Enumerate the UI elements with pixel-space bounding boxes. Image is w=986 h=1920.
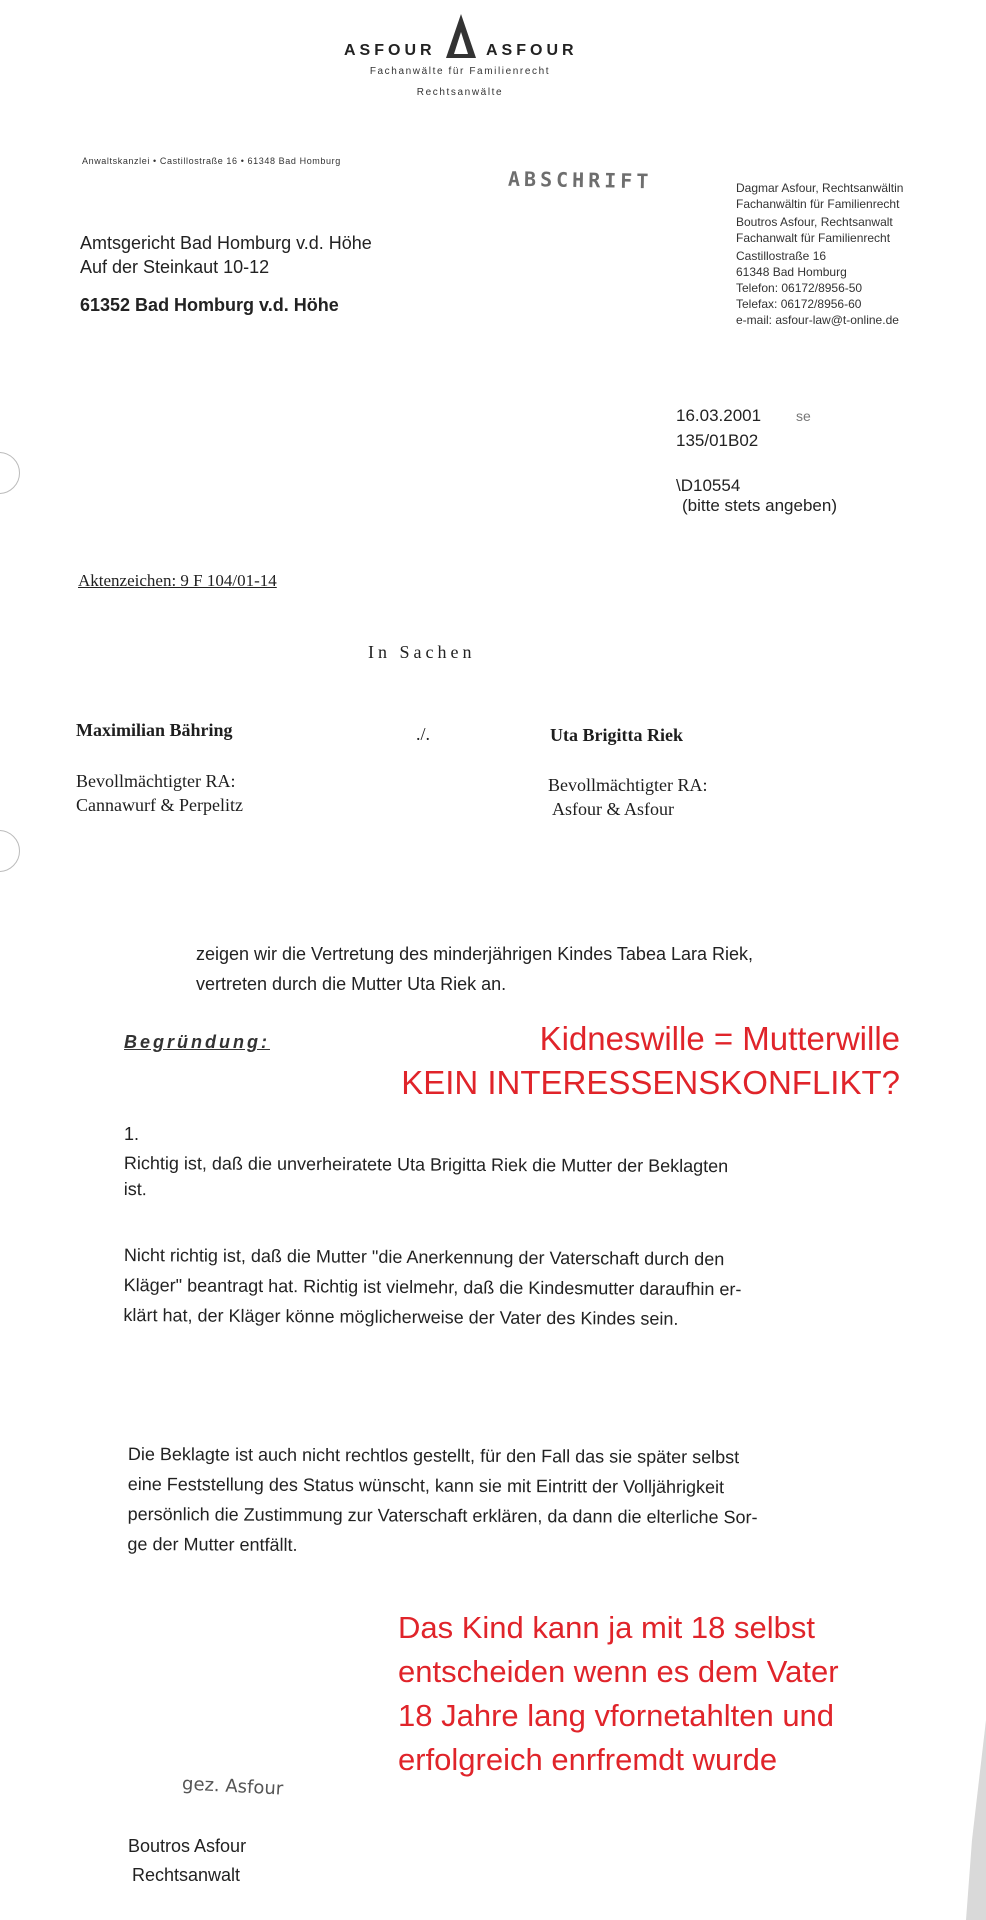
annotation-line: erfolgreich enrfremdt wurde — [398, 1742, 778, 1777]
paragraph-line: ist. — [123, 1178, 147, 1200]
firm-name-left: ASFOUR — [344, 42, 436, 59]
contact-line: Dagmar Asfour, Rechtsanwältin — [736, 181, 904, 195]
punch-hole-top — [0, 452, 20, 494]
copy-stamp: ABSCHRIFT — [507, 166, 653, 194]
counsel-name: Asfour & Asfour — [552, 799, 674, 819]
annotation-line: entscheiden wenn es dem Vater — [398, 1654, 839, 1689]
contact-line: 61348 Bad Homburg — [736, 265, 847, 279]
signer-title: Rechtsanwalt — [132, 1865, 241, 1885]
recipient-line: Auf der Steinkaut 10-12 — [80, 257, 270, 277]
paragraph-2 — [123, 1240, 741, 1334]
letter-date: 16.03.2001 — [676, 406, 762, 425]
annotation-line: Das Kind kann ja mit 18 selbst — [398, 1610, 815, 1645]
paragraph-line: Richtig ist, daß die unverheiratete Uta Brigitta Riek die Mutter der Beklagten — [123, 1152, 729, 1177]
contact-line: Castillostraße 16 — [736, 249, 827, 263]
contact-line: Fachanwalt für Familienrecht — [736, 231, 891, 245]
paragraph-line: klärt hat, der Kläger könne möglicherweise der Vater des Kindes sein. — [123, 1304, 679, 1329]
reference-note: (bitte stets angeben) — [682, 496, 837, 515]
paragraph-line: Kläger" beantragt hat. Richtig ist vielmehr, daß die Kindesmutter daraufhin er- — [123, 1274, 742, 1300]
annotation-title-line2: KEIN INTERESSENSKONFLIKT? — [401, 1064, 900, 1101]
paragraph-line: ge der Mutter entfällt. — [127, 1533, 298, 1555]
paragraph-line: persönlich die Zustimmung zur Vaterschaft erklären, da dann die elterliche Sor- — [127, 1503, 758, 1528]
paragraph-line: vertreten durch die Mutter Uta Riek an. — [196, 974, 507, 994]
in-the-matter-heading: In Sachen — [368, 642, 476, 662]
plaintiff-counsel — [76, 769, 243, 817]
file-number: Aktenzeichen: 9 F 104/01-14 — [78, 571, 277, 590]
logo-triangle-icon — [446, 14, 476, 58]
signer-block — [128, 1832, 246, 1890]
contact-line: Boutros Asfour, Rechtsanwalt — [736, 215, 893, 229]
versus-mark: ./. — [416, 724, 431, 744]
contact-line: Telefon: 06172/8956-50 — [736, 281, 863, 295]
recipient-city: 61352 Bad Homburg v.d. Höhe — [80, 295, 339, 315]
intro-paragraph — [196, 939, 753, 999]
contact-line: e-mail: asfour-law@t-online.de — [736, 313, 899, 327]
typist-initials: se — [796, 408, 811, 424]
reference-code: \D10554 — [676, 476, 741, 495]
contact-line: Fachanwältin für Familienrecht — [736, 197, 900, 211]
punch-hole-bottom — [0, 830, 20, 872]
contact-block — [736, 180, 903, 328]
paragraph-line: zeigen wir die Vertretung des minderjährigen Kindes Tabea Lara Riek, — [196, 944, 753, 964]
signature-stamp: gez. Asfour — [181, 1773, 284, 1800]
annotation-line: 18 Jahre lang vfornetahlten und — [398, 1698, 835, 1733]
contact-line: Telefax: 06172/8956-60 — [736, 297, 862, 311]
paragraph-3 — [127, 1439, 758, 1562]
annotation-block — [398, 1609, 839, 1779]
counsel-name: Cannawurf & Perpelitz — [76, 795, 243, 815]
paper-fold-edge — [966, 1720, 986, 1920]
paragraph-line: eine Feststellung des Status wünscht, kann sie mit Eintritt der Volljährigkeit — [127, 1473, 725, 1498]
defendant-counsel — [548, 773, 707, 821]
firm-name-right: ASFOUR — [486, 42, 578, 59]
firm-subtitle-specialty: Fachanwälte für Familienrecht — [369, 66, 551, 77]
counsel-label: Bevollmächtigter RA: — [76, 771, 236, 791]
counsel-label: Bevollmächtigter RA: — [548, 775, 708, 795]
plaintiff-name: Maximilian Bähring — [76, 720, 233, 740]
defendant-name: Uta Brigitta Riek — [550, 725, 683, 745]
sender-line: Anwaltskanzlei • Castillostraße 16 • 61348 Bad Homburg — [82, 156, 341, 166]
recipient-line: Amtsgericht Bad Homburg v.d. Höhe — [80, 233, 372, 253]
paragraph-line: Nicht richtig ist, daß die Mutter "die Anerkennung der Vaterschaft durch den — [123, 1244, 725, 1270]
signer-name: Boutros Asfour — [128, 1836, 247, 1856]
annotation-title-line1: Kidneswille = Mutterwille — [539, 1020, 900, 1057]
reasoning-heading: Begründung: — [124, 1032, 270, 1052]
section-number: 1. — [124, 1124, 140, 1144]
reference-number: 135/01B02 — [676, 431, 759, 450]
recipient-address — [80, 231, 372, 316]
paragraph-line: Die Beklagte ist auch nicht rechtlos gestellt, für den Fall das sie später selbst — [127, 1443, 740, 1468]
firm-subtitle-lawyers: Rechtsanwälte — [416, 87, 504, 98]
paragraph-1 — [124, 1148, 729, 1207]
